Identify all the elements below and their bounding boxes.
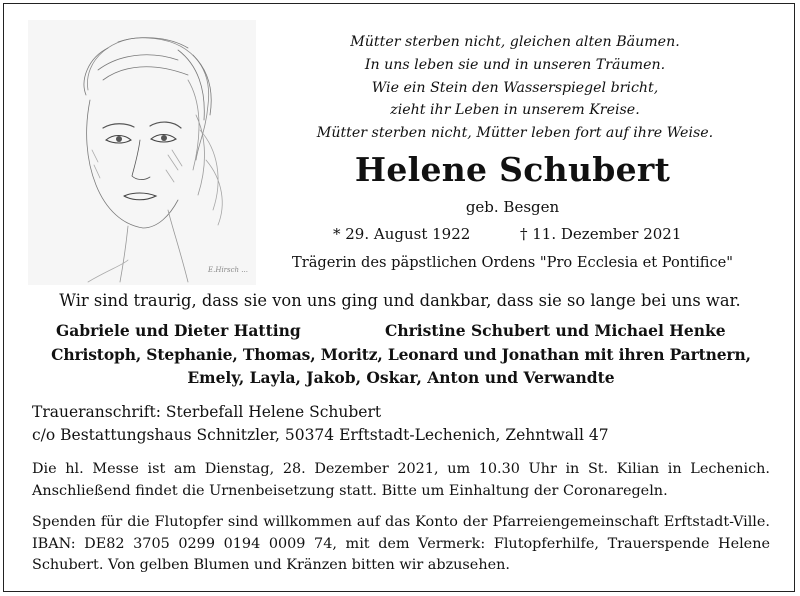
family-right: Christine Schubert und Michael Henke — [385, 321, 726, 340]
poem-line: zieht ihr Leben in unserem Kreise. — [390, 102, 640, 119]
death-date: † 11. Dezember 2021 — [520, 225, 682, 243]
address-line-1: Traueranschrift: Sterbefall Helene Schubert — [32, 403, 382, 421]
family-line-2: Christoph, Stephanie, Thomas, Moritz, Leonard und Jonathan mit ihren Partnern, — [51, 345, 751, 364]
poem-line: Mütter sterben nicht, Mütter leben fort auf ihre Weise. — [316, 125, 714, 142]
birth-date: * 29. August 1922 — [333, 225, 471, 243]
family-line-3: Emely, Layla, Jakob, Oskar, Anton und Verwandte — [187, 368, 615, 387]
poem-line: Wie ein Stein den Wasserspiegel bricht, — [371, 79, 659, 96]
maiden-name: geb. Besgen — [465, 198, 560, 216]
portrait-drawing — [28, 20, 256, 285]
portrait-signature: E.Hirsch ... — [208, 266, 248, 274]
family-left: Gabriele und Dieter Hatting — [56, 321, 301, 340]
deceased-name: Helene Schubert — [354, 150, 671, 189]
poem-line: In uns leben sie und in unseren Träumen. — [364, 56, 666, 73]
portrait-sketch — [28, 20, 256, 285]
papal-order-note: Trägerin des päpstlichen Ordens "Pro Ecclesia et Pontifice" — [291, 254, 734, 271]
poem — [265, 31, 765, 145]
mass-info: Die hl. Messe ist am Dienstag, 28. Dezember 2021, um 10.30 Uhr in St. Kilian in Lechenich. Anschließend findet die Urnenbeisetzung statt. Bitte um Einhaltung der Coronaregeln. — [32, 461, 770, 499]
donation-info: Spenden für die Flutopfer sind willkommen auf das Konto der Pfarreiengemeinschaft Erftstadt-Ville. IBAN: DE82 3705 0299 0194 0009 74, mit dem Vermerk: Flutopferhilfe, Trauerspende Helene Schubert. Von gelben Blumen und Kränzen bitten wir abzusehen. — [32, 514, 770, 573]
poem-line: Mütter sterben nicht, gleichen alten Bäumen. — [350, 34, 680, 50]
intro-text: Wir sind traurig, dass sie von uns ging und dankbar, dass sie so lange bei uns war. — [59, 291, 741, 310]
address-line-2: c/o Bestattungshaus Schnitzler, 50374 Erftstadt-Lechenich, Zehntwall 47 — [32, 426, 609, 444]
